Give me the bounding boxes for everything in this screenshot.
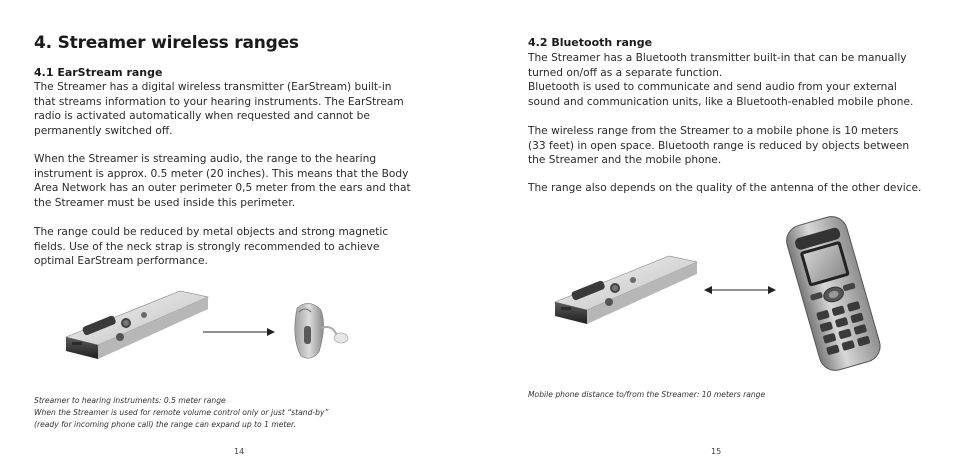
figure-caption-line: Streamer to hearing instruments: 0.5 meter range bbox=[34, 396, 226, 405]
figure-caption-line: (ready for incoming phone call) the range can expand up to 1 meter. bbox=[34, 420, 296, 429]
paragraph: The wireless range from the Streamer to a mobile phone is 10 meters (33 feet) in open space. Bluetooth range is reduced by objects between the Streamer and the mobile phone. bbox=[528, 125, 910, 167]
figure-caption: Mobile phone distance to/from the Streamer: 10 meters range bbox=[528, 390, 766, 399]
paragraph: When the Streamer is streaming audio, the range to the hearing instrument is approx. 0.5 meter (20 inches). This means that the Body Area Network has an outer perimeter 0,5 meter from the ears and that the Streamer must be used inside this perimeter. bbox=[34, 153, 411, 209]
page-title: 4. Streamer wireless ranges bbox=[34, 33, 299, 53]
streamer-device-image bbox=[551, 250, 701, 330]
paragraph: The Streamer has a digital wireless transmitter (EarStream) built-in that streams information to your hearing instruments. The EarStream radio is activated automatically when requested and cannot be permanently switched off. bbox=[34, 81, 404, 137]
streamer-device-image bbox=[62, 285, 212, 365]
paragraph: The range could be reduced by metal objects and strong magnetic fields. Use of the neck strap is strongly recommended to achieve optimal EarStream performance. bbox=[34, 226, 389, 268]
range-double-arrow bbox=[704, 284, 776, 296]
page-number: 14 bbox=[234, 447, 245, 456]
paragraph: The Streamer has a Bluetooth transmitter built-in that can be manually turned on/off as a separate function. bbox=[528, 52, 907, 79]
page-number: 15 bbox=[711, 447, 722, 456]
section-heading-earstream: 4.1 EarStream range bbox=[34, 66, 163, 79]
right-page bbox=[477, 0, 954, 474]
range-arrow bbox=[203, 326, 275, 338]
figure-caption-line: When the Streamer is used for remote volume control only or just “stand-by” bbox=[34, 408, 329, 417]
section-heading-bluetooth: 4.2 Bluetooth range bbox=[528, 36, 653, 49]
paragraph: The range also depends on the quality of the antenna of the other device. bbox=[528, 182, 922, 194]
mobile-phone-image bbox=[780, 212, 890, 372]
paragraph: Bluetooth is used to communicate and send audio from your external sound and communication units, like a Bluetooth-enabled mobile phone. bbox=[528, 81, 914, 108]
hearing-instrument-image bbox=[287, 298, 357, 370]
